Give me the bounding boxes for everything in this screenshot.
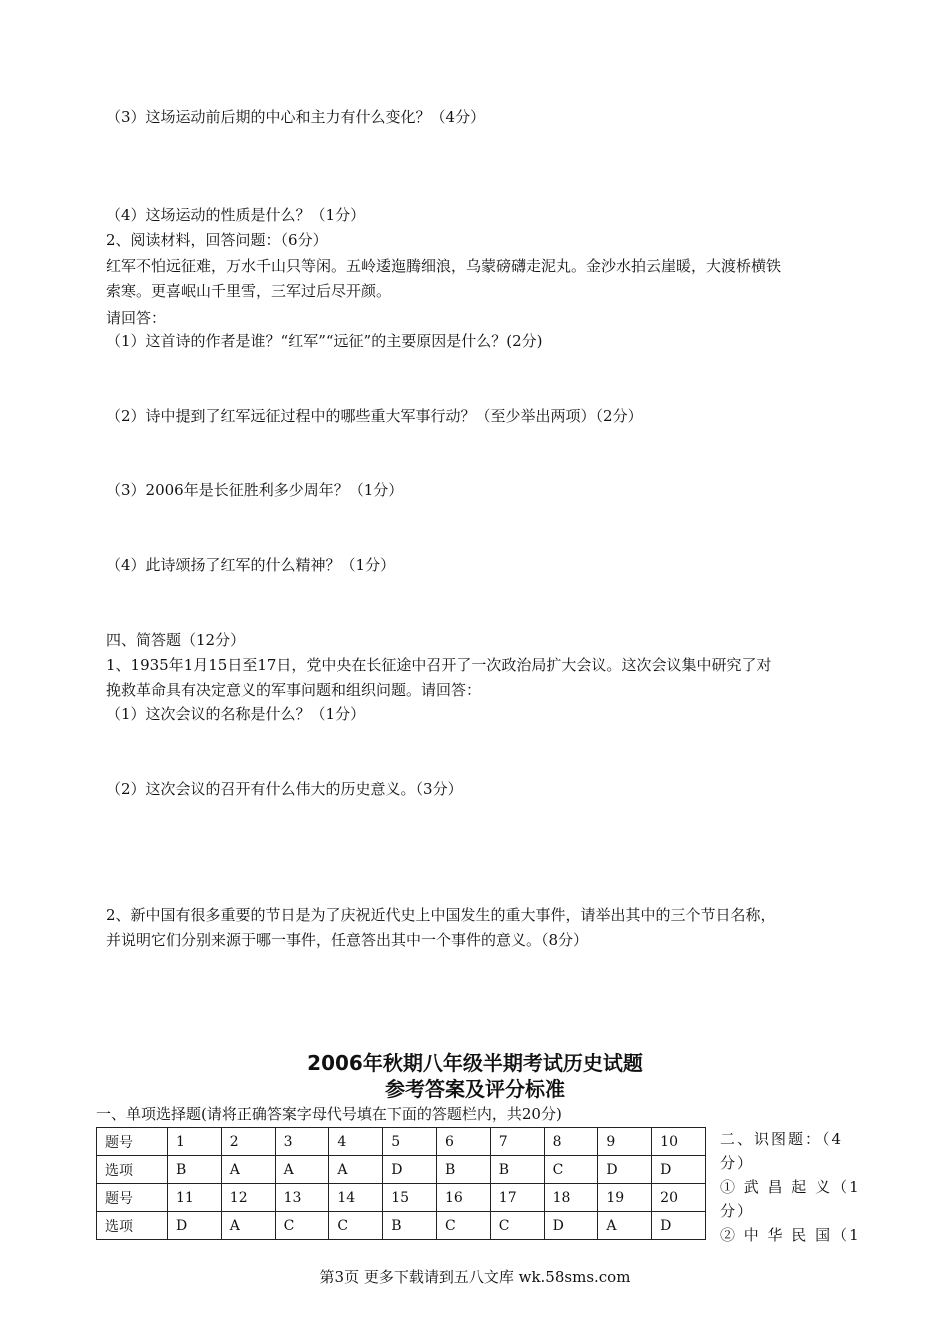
- table-row: [97, 1128, 706, 1156]
- table-cell: B: [168, 1156, 222, 1184]
- table-cell: 8: [544, 1128, 598, 1156]
- table-cell: 7: [490, 1128, 544, 1156]
- answer-1-cont: 分）: [720, 1202, 755, 1220]
- table-cell: 20: [652, 1184, 706, 1212]
- table-cell: A: [598, 1212, 652, 1240]
- table-row: [97, 1212, 706, 1240]
- section-2-heading: 二、识图题：（4: [720, 1130, 844, 1148]
- table-cell: C: [436, 1212, 490, 1240]
- question-2-3: （3）2006年是长征胜利多少周年？（1分）: [106, 481, 404, 499]
- question-1-4: （4）这场运动的性质是什么？（1分）: [106, 206, 366, 224]
- table-cell: 6: [436, 1128, 490, 1156]
- question-1-3: （3）这场运动前后期的中心和主力有什么变化？（4分）: [106, 108, 486, 126]
- table-cell: 15: [383, 1184, 437, 1212]
- table-row: [97, 1184, 706, 1212]
- table-cell: C: [544, 1156, 598, 1184]
- section-4-question-1: [106, 653, 866, 703]
- table-cell: 9: [598, 1128, 652, 1156]
- table-row: [97, 1156, 706, 1184]
- table-cell: A: [221, 1156, 275, 1184]
- question-line: 2、新中国有很多重要的节日是为了庆祝近代史上中国发生的重大事件，请举出其中的三个节日名称，: [106, 906, 776, 924]
- table-cell: 2: [221, 1128, 275, 1156]
- section-2-heading-cont: 分）: [720, 1154, 755, 1172]
- table-cell: B: [383, 1212, 437, 1240]
- table-cell: C: [275, 1212, 329, 1240]
- table-cell: 14: [329, 1184, 383, 1212]
- row-label: 题号: [97, 1184, 168, 1212]
- table-cell: 3: [275, 1128, 329, 1156]
- table-cell: D: [652, 1156, 706, 1184]
- table-cell: 1: [168, 1128, 222, 1156]
- answer-title: 2006年秋期八年级半期考试历史试题: [307, 1051, 643, 1075]
- table-cell: 5: [383, 1128, 437, 1156]
- question-2-1: （1）这首诗的作者是谁？“红军”“远征”的主要原因是什么？(2分): [106, 332, 543, 350]
- poem-text: [106, 254, 866, 304]
- table-cell: D: [652, 1212, 706, 1240]
- table-cell: B: [436, 1156, 490, 1184]
- section-2-answers: [720, 1127, 870, 1247]
- table-cell: 18: [544, 1184, 598, 1212]
- table-cell: D: [168, 1212, 222, 1240]
- table-cell: 17: [490, 1184, 544, 1212]
- answer-subtitle: 参考答案及评分标准: [385, 1077, 565, 1101]
- question-2-title: 2、阅读材料，回答问题：（6分）: [106, 231, 328, 249]
- answer-2: ② 中 华 民 国（1: [720, 1226, 861, 1244]
- poem-line: 红军不怕远征难，万水千山只等闲。五岭逶迤腾细浪，乌蒙磅礴走泥丸。金沙水拍云崖暖，大渡桥横铁: [106, 257, 782, 275]
- answer-1: ① 武 昌 起 义（1: [720, 1178, 861, 1196]
- table-cell: 13: [275, 1184, 329, 1212]
- section-4-heading: 四、简答题（12分）: [106, 631, 246, 649]
- section-4-question-1-2: （2）这次会议的召开有什么伟大的历史意义。（3分）: [106, 780, 463, 798]
- section-4-question-1-1: （1）这次会议的名称是什么？（1分）: [106, 705, 366, 723]
- table-cell: C: [490, 1212, 544, 1240]
- table-cell: D: [544, 1212, 598, 1240]
- table-cell: A: [329, 1156, 383, 1184]
- table-cell: 10: [652, 1128, 706, 1156]
- question-line: 1、1935年1月15日至17日，党中央在长征途中召开了一次政治局扩大会议。这次会议集中研究了对: [106, 656, 772, 674]
- table-cell: B: [490, 1156, 544, 1184]
- table-cell: A: [275, 1156, 329, 1184]
- table-cell: D: [598, 1156, 652, 1184]
- question-2-4: （4）此诗颂扬了红军的什么精神？（1分）: [106, 556, 396, 574]
- table-cell: C: [329, 1212, 383, 1240]
- table-cell: 4: [329, 1128, 383, 1156]
- section-1-heading: 一、单项选择题(请将正确答案字母代号填在下面的答题栏内，共20分): [96, 1105, 562, 1123]
- question-line: 挽救革命具有决定意义的军事问题和组织问题。请回答：: [106, 681, 482, 699]
- question-2-2: （2）诗中提到了红军远征过程中的哪些重大军事行动？（至少举出两项）（2分）: [106, 407, 643, 425]
- row-label: 题号: [97, 1128, 168, 1156]
- table-cell: 16: [436, 1184, 490, 1212]
- row-label: 选项: [97, 1212, 168, 1240]
- table-cell: 12: [221, 1184, 275, 1212]
- table-cell: A: [221, 1212, 275, 1240]
- section-4-question-2: [106, 903, 866, 953]
- poem-line: 索寒。更喜岷山千里雪，三军过后尽开颜。: [106, 282, 392, 300]
- page-footer: 第3页 更多下载请到五八文库 wk.58sms.com: [319, 1268, 631, 1286]
- table-cell: 11: [168, 1184, 222, 1212]
- question-line: 并说明它们分别来源于哪一事件，任意答出其中一个事件的意义。（8分）: [106, 931, 589, 949]
- please-answer: 请回答：: [106, 309, 167, 327]
- table-cell: D: [383, 1156, 437, 1184]
- answer-table: [96, 1127, 706, 1240]
- table-cell: 19: [598, 1184, 652, 1212]
- row-label: 选项: [97, 1156, 168, 1184]
